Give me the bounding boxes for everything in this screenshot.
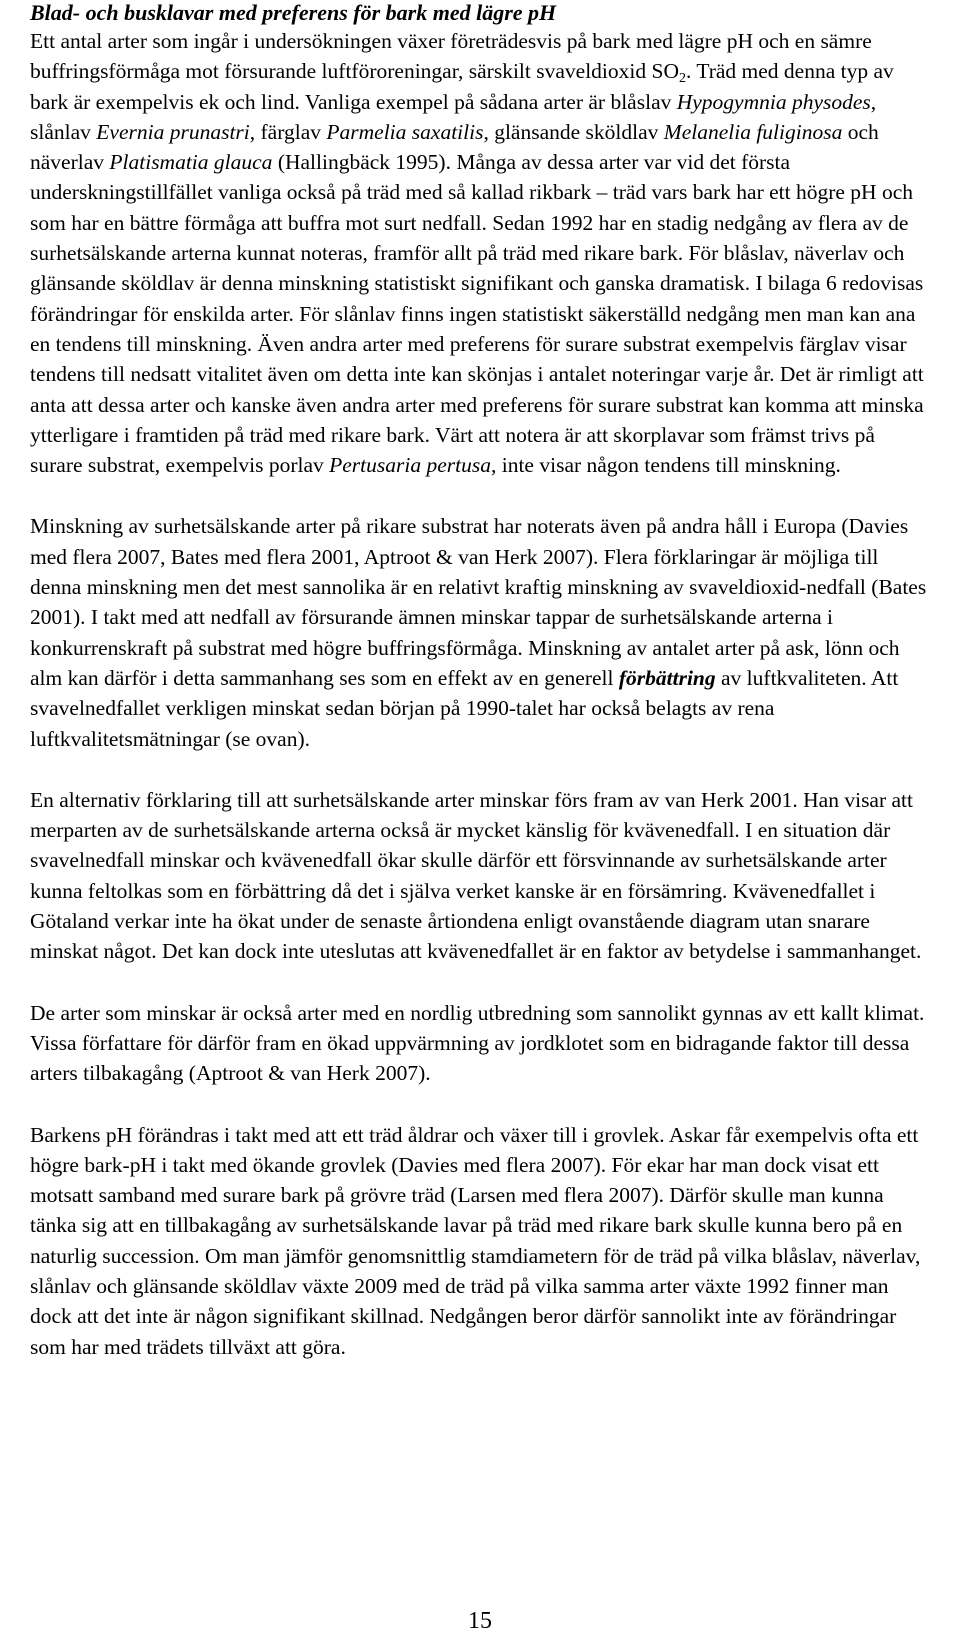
- paragraph-5: Barkens pH förändras i takt med att ett träd åldrar och växer till i grovlek. Askar får exempelvis ofta ett högre bark-pH i takt med ökande grovlek (Davies med flera 2007). För ekar har man dock visat ett motsatt samband med surare bark på grövre träd (Larsen med flera 2007). Därför skulle man kunna tänka sig att en tillbakagång av surhetsälskande lavar på träd med rikare bark skulle kunna bero på en naturlig succession. Om man jämför genomsnittlig stamdiametern för de träd på vilka blåslav, näverlav, slånlav och glänsande sköldlav växte 2009 med de träd på vilka samma arter växte 1992 finner man dock att det inte är någon signifikant skillnad. Nedgången beror därför sannolikt inte av förändringar som har med trädets tillväxt att göra.: [30, 1122, 921, 1359]
- species-parmelia: Parmelia saxatilis: [326, 119, 484, 144]
- subscript-2: 2: [678, 71, 686, 87]
- page-number: 15: [468, 1608, 492, 1634]
- species-hypogymnia: Hypogymnia physodes: [676, 89, 871, 114]
- species-melanelia: Melanelia fuliginosa: [663, 119, 843, 144]
- emphasis-forbattring: förbättring: [618, 665, 716, 690]
- paragraph-2: Minskning av surhetsälskande arter på rikare substrat har noterats även på andra håll i Europa (Davies med flera 2007, Bates med flera 2001, Aptroot & van Herk 2007). Flera förklaringar är möjliga till denna minskning men det mest sannolika är en relativt kraftig minskning av svaveldioxid-nedfall (Bates 2001). I takt med att nedfall av försurande ämnen minskar tappar de surhetsälskande arterna i konkurrenskraft på substrat med högre buffringsförmåga. Minskning av antalet arter på ask, lönn och alm kan därför i detta sammanhang ses som en effekt av en generell förbättring av luftkvaliteten. Att svavelnedfallet verkligen minskat sedan början på 1990-talet har också belagts av rena luftkvalitetsmätningar (se ovan).: [30, 514, 927, 751]
- section-heading: Blad- och busklavar med preferens för bark med lägre pH: [30, 0, 557, 25]
- paragraph-3: En alternativ förklaring till att surhetsälskande arter minskar förs fram av van Herk 2001. Han visar att merparten av de surhetsälskande arterna också är mycket känslig för kvävenedfall. I en situation där svavelnedfall minskar och kvävenedfall ökar skulle därför ett försvinnande av surhetsälskande arter kunna feltolkas som en förbättring då det i själva verket kanske är en försämring. Kvävenedfallet i Götaland verkar inte ha ökat under de senaste årtiondena enligt ovanstående diagram utan snarare minskat något. Det kan dock inte uteslutas att kvävenedfallet är en faktor av betydelse i sammanhanget.: [30, 787, 922, 964]
- paragraph-4: De arter som minskar är också arter med en nordlig utbredning som sannolikt gynnas av ett kallt klimat. Vissa författare för därför fram en ökad uppvärmning av jordklotet som en bidragande faktor till dessa arters tilbakagång (Aptroot & van Herk 2007).: [30, 1000, 925, 1086]
- species-pertusaria: Pertusaria pertusa: [329, 453, 491, 478]
- paragraph-1: Ett antal arter som ingår i undersökningen växer företrädesvis på bark med lägre pH och en sämre buffringsförmåga mot försurande luftföroreningar, särskilt svaveldioxid $SO_2$. Träd med denna typ av bark är exempelvis ek och lind. Vanliga exempel på sådana arter är blåslav Hypogymnia physodes, slånlav Evernia prunastri, färglav Parmelia saxatilis, glänsande sköldlav Melanelia fuliginosa och näverlav Platismatia glauca (Hallingbäck 1995). Många av dessa arter var vid det första underskningstillfället vanliga också på träd med så kallad rikbark – träd vars bark har ett högre pH och som har en bättre förmåga att buffra mot surt nedfall. Sedan 1992 har en stadig nedgång av flera av de surhetsälskande arterna kunnat noteras, framför allt på träd med rikare bark. För blåslav, näverlav och glänsande sköldlav är denna minskning statistiskt signifikant och ganska dramatisk. I bilaga 6 redovisas förändringar för enskilda arter. För slånlav finns ingen statistiskt säkerställd nedgång men man kan ana en tendens till minskning. Även andra arter med preferens för surare substrat exempelvis färglav visar tendens till nedsatt vitalitet även om detta inte kan skönjas i antalet noteringar varje år. Det är rimligt att anta att dessa arter och kanske även andra arter med preferens för surare substrat kan komma att minska ytterligare i framtiden på träd med rikare bark. Värt att notera är att skorplavar som främst trivs på surare substrat, exempelvis porlav Pertusaria pertusa, inte visar någon tendens till minskning.: [30, 29, 924, 478]
- species-platismatia: Platismatia glauca: [109, 150, 273, 175]
- species-evernia: Evernia prunastri: [96, 119, 250, 144]
